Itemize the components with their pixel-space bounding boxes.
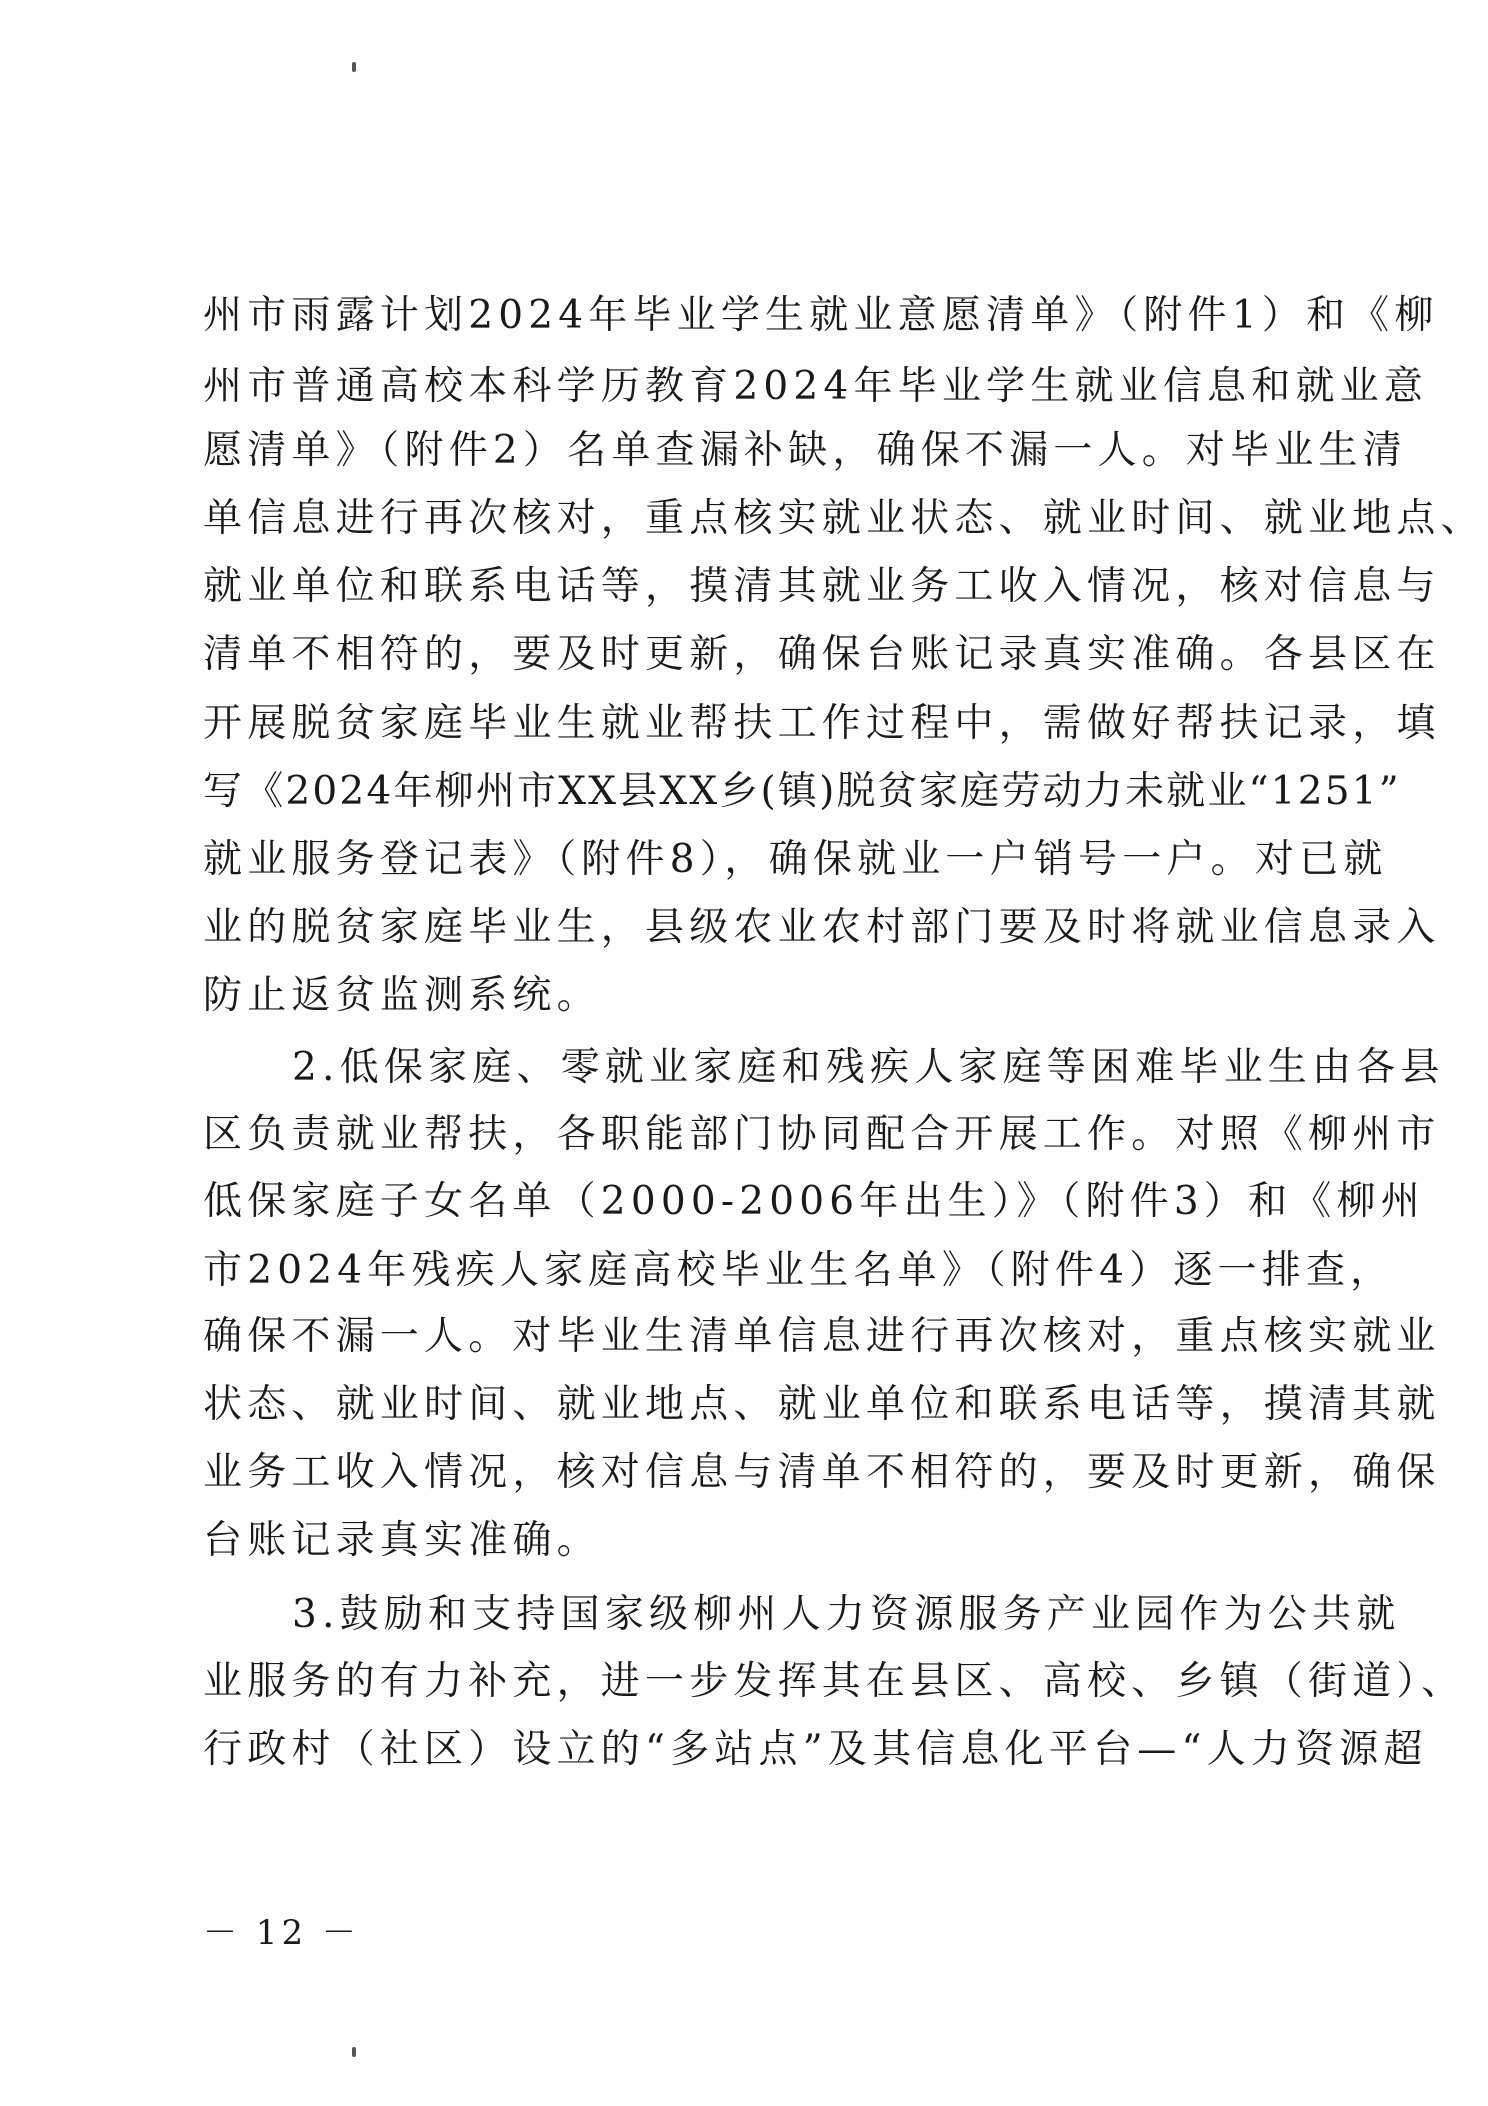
text-line: 就业单位和联系电话等，摸清其就业务工收入情况，核对信息与 xyxy=(203,564,1441,609)
text-line: 防止返贫监测系统。 xyxy=(203,973,601,1018)
text-line: 业务工收入情况，核对信息与清单不相符的，要及时更新，确保 xyxy=(203,1450,1441,1495)
text-line: 确保不漏一人。对毕业生清单信息进行再次核对，重点核实就业 xyxy=(203,1314,1441,1359)
scan-speck xyxy=(352,62,356,72)
paragraph-start-line: 2.低保家庭、零就业家庭和残疾人家庭等困难毕业生由各县 xyxy=(292,1045,1445,1090)
text-line: 行政村（社区）设立的“多站点”及其信息化平台—“人力资源超 xyxy=(203,1727,1428,1772)
page-number: － 12 － xyxy=(203,1913,360,1953)
paragraph-start-line: 3.鼓励和支持国家级柳州人力资源服务产业园作为公共就 xyxy=(292,1592,1401,1637)
text-line: 市2024年残疾人家庭高校毕业生名单》（附件4）逐一排查， xyxy=(203,1248,1395,1293)
text-line: 台账记录真实准确。 xyxy=(203,1518,601,1563)
text-line: 状态、就业时间、就业地点、就业单位和联系电话等，摸清其就 xyxy=(203,1382,1441,1427)
text-line: 业服务的有力补充，进一步发挥其在县区、高校、乡镇（街道）、 xyxy=(203,1659,1466,1704)
text-line: 州市普通高校本科学历教育2024年毕业学生就业信息和就业意 xyxy=(203,364,1429,409)
text-line: 业的脱贫家庭毕业生，县级农业农村部门要及时将就业信息录入 xyxy=(203,905,1441,950)
text-line: 愿清单》（附件2）名单查漏补缺，确保不漏一人。对毕业生清 xyxy=(203,428,1407,473)
text-line: 区负责就业帮扶，各职能部门协同配合开展工作。对照《柳州市 xyxy=(203,1112,1441,1157)
text-line: 州市雨露计划2024年毕业学生就业意愿清单》（附件1）和《柳 xyxy=(203,293,1439,338)
text-line: 单信息进行再次核对，重点核实就业状态、就业时间、就业地点、 xyxy=(203,496,1485,541)
text-line: 清单不相符的，要及时更新，确保台账记录真实准确。各县区在 xyxy=(203,632,1441,677)
text-line: 就业服务登记表》（附件8），确保就业一户销号一户。对已就 xyxy=(203,837,1388,882)
text-line: 低保家庭子女名单（2000-2006年出生）》（附件3）和《柳州 xyxy=(203,1179,1425,1224)
text-line: 写《2024年柳州市XX县XX乡(镇)脱贫家庭劳动力未就业“1251” xyxy=(203,769,1401,814)
text-line: 开展脱贫家庭毕业生就业帮扶工作过程中，需做好帮扶记录，填 xyxy=(203,701,1441,746)
scan-speck xyxy=(352,2047,356,2057)
